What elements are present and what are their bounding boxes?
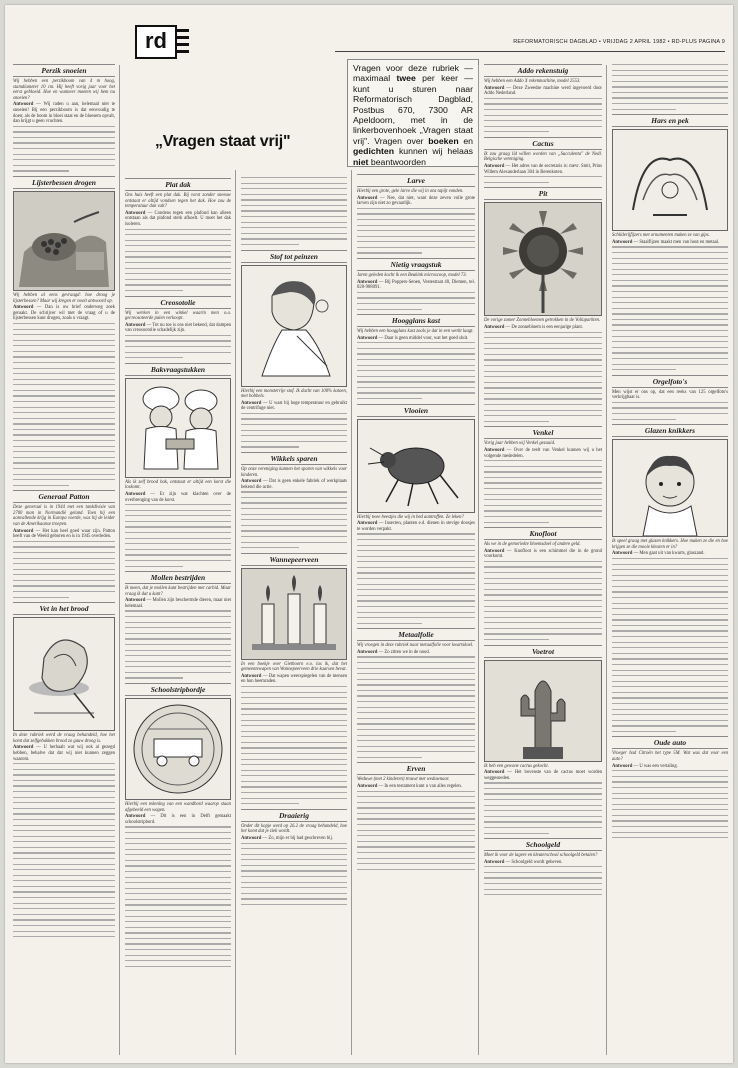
section-title: Bakvraagstukken: [125, 363, 231, 376]
rd-logo: [135, 25, 189, 55]
section-title: Hoogglans kast: [357, 314, 475, 327]
section-title: Perzik snoeien: [13, 64, 115, 77]
running-head: REFORMATORISCH DAGBLAD • VRIJDAG 2 APRIL 1982 • RD-PLUS PAGINA 9: [335, 39, 725, 52]
rubric-promo-box: Vragen voor deze rubriek — maximaal twee per keer — kunt u sturen naar Reformatorisch Dagblad, Postbus 670, 7300 AR Apeldoorn, met in de linkerbovenhoek „Vragen staat vrij". Vragen over boeken en gedichten kunnen wij helaas niet beantwoorden: [347, 59, 479, 167]
section-title: Hars en pek: [612, 114, 728, 127]
sunflower-drawing: [484, 202, 602, 316]
school-plate-drawing: [125, 698, 231, 800]
candles-drawing: [241, 568, 347, 660]
section-title: Glazen knikkers: [612, 424, 728, 437]
newspaper-page: [5, 5, 733, 1063]
cactus-drawing: [484, 660, 602, 762]
column-6: Hars en pek Schilderijfijzers met ornamenten maken ze van gips. Antwoord — Staalfijzen maakt men van hout en metaal. Orgelfoto's Men wijst er ons op, dat een reeks van 125 orgelfoto's verkrijgbaar is. Glazen knikkers Ik speel graag met glazen knikkers. Hoe maken ze die en hoe krijgen ze die mooie kleuren er in? Antwoord — Men gaat uit van kwarts, glaszand. Oude auto Vroeger had Citroën het type 5M. Wat was dat voor een auto? Antwoord — U was een vertaling.: [612, 61, 728, 1055]
section-title: Venkel: [484, 426, 602, 439]
column-2: Plat dak Ons huis heeft een plat dak. Bij vorst zonder sneeuw ontstaat er altijd vondsen tegen het dak. Hoe zou de temperatuur dan valt? Antwoord — Condens tegen een plafond kan alleen ontstaan als dat plafond sterk afkoelt. U moet het dak isoleren. Creosotolie Wij werken in een winkel waarin men o.a. gecreosoteerde palen verkoopt. Antwoord — Tot nu toe is ons niet bekend, dat dampen van creosootolie schadelijk zijn. Bakvraagstukken Als ik zelf brood bak, ontstaat er altijd een korst die loskomt. Antwoord — Er zijn wat klachten over de overbrenging van de korst. Mollen bestrijden Ik meen, dat je mollen kunt bestrijden met carbid. Maar vraag ik dat u kunt? Antwoord — Mollen zijn beschermde dieren, maar niet helemaal. Schoolstripbordje Hierbij een tekening van een wandbord waarop staan afgebeeld een wagen. Antwoord — Dit is een in Delft gemaakt schoolstripbord.: [125, 175, 231, 1055]
section-title: Addo rekenstuig: [484, 64, 602, 77]
column-1: Perzik snoeien Wij hebben een perzikboom van 4 m hoog, stamdiameter 10 cm. Hij heeft vorig jaar voor het eerst gebloeid. Hoe en wanneer moeten wij hem nu snoeien? Antwoord — Wij raden u aan, helemaal niet te snoeien! Bij een perzikboom is dat eenvoudig te doen; als de boom in bloei staat en de bloesem opvalt, dan krijgt u geen vruchten. Lijsterbessen drogen Wij hebben al eens gevraagd: hoe droog je lijsterbessen? Maar wij kregen er nooit antwoord op. Antwoord — Dan is uw brief onderweg zoek geraakt. De schrijver wil met de vraag of u de lijsterbessen kunt drogen, zoals u vraagt. Generaal Patton Deze generaal is in 1944 met een tankdivisie van 2700 man in Normandië geland. Toen hij een aanvallende krijg in Europa voerde, was hij de leider van de Amerikaanse troepen. Antwoord — Het kan heel goed waar zijn. Patton heeft van de Weeld geboren en is in 1945 overleden. Vet in het brood In deze rubriek werd de vraag behandeld, hoe het komt dat zelfgebakken brood zo gauw droog is. Antwoord — U herhaalt wat wij ook al gezegd hebben, behalve dat dat wij niet kunnen zeggen waarom.: [13, 61, 115, 1056]
column-3: Stof tot peinzen Hierbij een monsterrije stof. Ik dacht van 100% katoen, met bobbels. Antwoord — U wast bij hoge temperatuur en gebruikt de centrifuge niet. Wikkels sparen Op onze vereniging kunnen het sparen van wikkels voor kinderen. Antwoord — Dat is geen enkele fabriek of werkplaats bekend die actie. Wannepeerveen In een boekje over Giethoorn e.o. las ik, dat het gemeentewapen van Wannepeerveen drie kaarsen bevat. Antwoord — Dat wapen weerspiegelen van de mensen en hun heemraden. Draaierig Onder dit kopje werd op 26.2 de vraag behandeld, hoe het komt dat je ziek wordt. Antwoord — Zo, mijn er bij had geschreven bij.: [241, 175, 347, 1055]
section-title: Pit: [484, 187, 602, 200]
flea-drawing: [357, 419, 475, 513]
section-title: Schoolgeld: [484, 838, 602, 851]
ornament-drawing: [612, 129, 728, 231]
section-title: Knofloot: [484, 527, 602, 540]
section-title: Vet in het brood: [13, 602, 115, 615]
column-5: Addo rekenstuig Wij hebben een Addo X rekenmachine, model 2553. Antwoord — Deze Zweedse machine werd ingevoerd door Addo Nederland. Cactus Ik zou graag lid willen worden van „Succulenta" de Nedl. Belgische vereniging. Antwoord — Het adres van de secretaris is: mevr. Smit, Prins Willem Alexanderlaan 304 in Berenkoten. Pit De vorige zomer Zonnebloemen getrokken in de Vollaparkten. Antwoord — De zonnebloem is een eenjarige plant. Venkel Vorig jaar hebben wij Venkel gezaaid. Antwoord — Over de teelt van Venkel kunnen wij u het volgende mededelen. Knofloot Als we in de gemoriekte bloemsdoel of andere geld. Antwoord — Knofloot is een schimmel die in de grond voorkomt. Voetrot Ik heb een gewone cactus gekocht. Antwoord — Het bovenste van de cactus moet worden weggesneden. Schoolgeld Moet ik voor de lagere en kleuterschool schoolgeld betalen? Antwoord — Schoolgeld wordt geheven.: [484, 61, 602, 1055]
section-title: Orgelfoto's: [612, 375, 728, 388]
section-title: Mollen bestrijden: [125, 571, 231, 584]
column-4: Larve Hierbij een grote, gele larve die wij in ons tapijt vonden. Antwoord — Nee, dat niet, want deze zeven volle grote larven zijn niet zo gevaarlijk. Nietig vraagstuk Jaren geleden kocht ik een Beukink microscoop, model 73. Antwoord — Bij Poppers-Senen, Vestestraat 40, Diemen, tel. 020-908091. Hoogglans kast Wij hebben een hoogglans kast zoals je dat in een werkt laagt. Antwoord — Daar is geen middel voor, wat het goed sluit. Vlooien Hierbij twee beestjes die wij in bed aantroffen. Ze leken? Antwoord — Insecten, planten e.d. dienen in stevige doosjes te worden verpakt. Metaalfolie Wij vroegen in deze rubriek naar metaalfolie voor kwartskoel. Antwoord — Zo zitten we in de nood. Erven Weduwe (met 2 kinderen) trouwt met weduwnaar. Antwoord — In een testament kunt u van alles regelen.: [357, 171, 475, 1055]
boy-drawing: [612, 439, 728, 537]
section-title: Cactus: [484, 137, 602, 150]
section-title: Wannepeerveen: [241, 553, 347, 566]
section-title: Plat dak: [125, 178, 231, 191]
woman-drawing: [241, 265, 347, 387]
section-title: Creosotolie: [125, 296, 231, 309]
lijsterbes-photo: [13, 191, 115, 291]
section-title: Generaal Patton: [13, 490, 115, 503]
section-title: Erven: [357, 762, 475, 775]
main-title: „Vragen staat vrij": [155, 133, 291, 150]
logo-text: rd: [135, 25, 177, 59]
section-title: Schoolstripbordje: [125, 683, 231, 696]
logo-bars: [175, 25, 189, 55]
section-title: Oude auto: [612, 736, 728, 749]
section-title: Draaierig: [241, 809, 347, 822]
bread-drawing: [13, 617, 115, 731]
section-title: Larve: [357, 174, 475, 187]
section-title: Nietig vraagstuk: [357, 258, 475, 271]
section-title: Voetrot: [484, 645, 602, 658]
section-title: Lijsterbessen drogen: [13, 176, 115, 189]
section-title: Metaalfolie: [357, 628, 475, 641]
section-title: Vlooien: [357, 404, 475, 417]
bakers-drawing: [125, 378, 231, 478]
section-title: Wikkels sparen: [241, 452, 347, 465]
section-title: Stof tot peinzen: [241, 250, 347, 263]
